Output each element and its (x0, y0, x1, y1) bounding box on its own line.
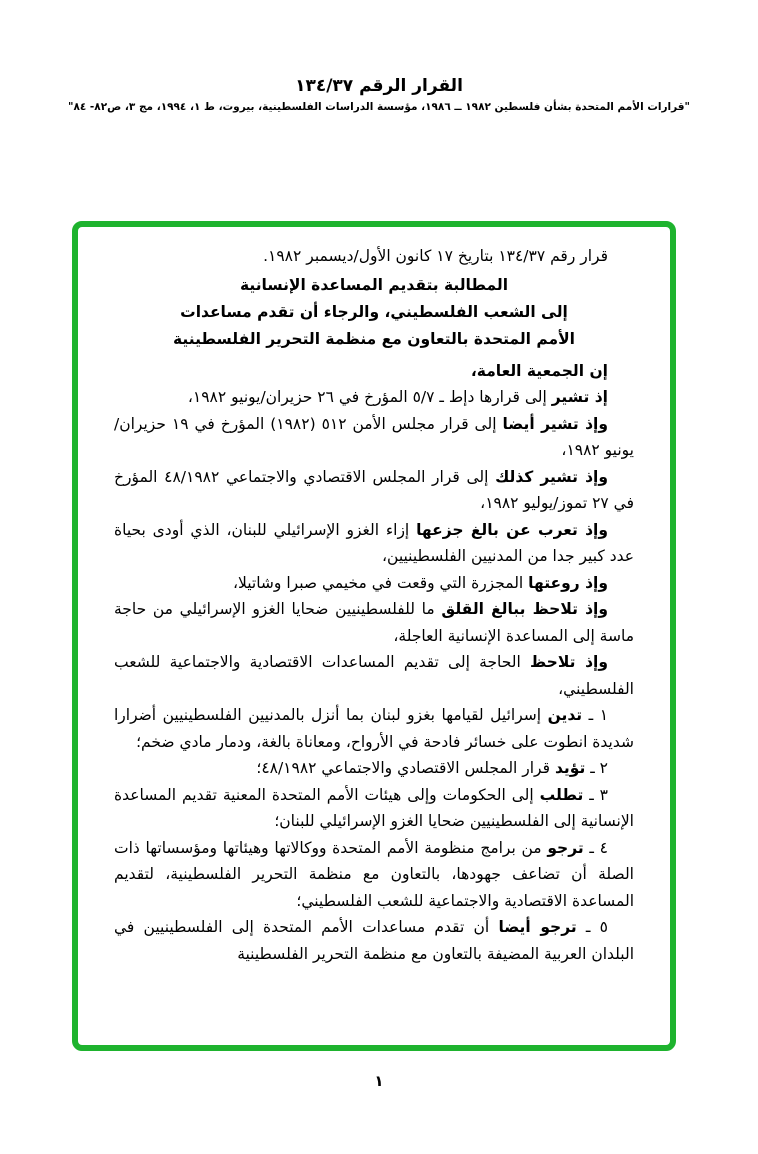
page-number: ١ (374, 1072, 384, 1090)
resolution-body (114, 358, 634, 968)
paragraph-text: ٥ ـ (576, 918, 608, 936)
paragraph (114, 358, 634, 385)
paragraph-text: ما للفلسطينيين ضحايا الغزو الإسرائيلي من حاجة ماسة إلى المساعدة الإنسانية العاجلة، (114, 600, 634, 645)
document-title: القرار الرقم ١٣٤/٣٧ (295, 76, 463, 96)
paragraph-text: أن تقدم مساعدات الأمم المتحدة إلى الفلسطينيين في البلدان العربية المضيفة بالتعاون مع منظمة التحرير الفلسطينية (114, 918, 634, 963)
paragraph-lead: وإذ تشير كذلك (495, 467, 609, 486)
paragraph (114, 517, 634, 570)
resolution-box (72, 221, 676, 1051)
paragraph (114, 570, 634, 597)
paragraph (114, 596, 634, 649)
paragraph-text: المجزرة التي وقعت في مخيمي صبرا وشاتيلا، (232, 573, 529, 592)
paragraph-lead: وإذ تشير أيضا (502, 414, 608, 433)
paragraph (114, 464, 634, 517)
resolution-title-line: الأمم المتحدة بالتعاون مع منظمة التحرير الفلسطينية (173, 329, 575, 348)
paragraph-text: الحاجة إلى تقديم المساعدات الاقتصادية والاجتماعية للشعب الفلسطيني، (114, 653, 634, 698)
paragraph-text: من برامج منظومة الأمم المتحدة ووكالاتها وهيئاتها ومؤسساتها ذات الصلة أن تضاعف جهودها، بالتعاون مع منظمة التحرير الفلسطينية، لتقديم المساعدة الاقتصادية والاجتماعية للشعب الفلسطيني؛ (114, 838, 634, 910)
paragraph (114, 649, 634, 702)
paragraph-text: إلى قرار المجلس الاقتصادي والاجتماعي ٤٨/١٩٨٢ المؤرخ في ٢٧ تموز/يوليو ١٩٨٢، (114, 467, 634, 512)
resolution-title-line: المطالبة بتقديم المساعدة الإنسانية (239, 275, 509, 294)
document-page (0, 76, 758, 1090)
resolution-date-line: قرار رقم ١٣٤/٣٧ بتاريخ ١٧ كانون الأول/ديسمبر ١٩٨٢. (263, 247, 608, 265)
paragraph-lead: وإذ روعتها (528, 573, 608, 592)
paragraph (114, 914, 634, 967)
paragraph-text: ١ ـ (582, 706, 609, 724)
paragraph (114, 835, 634, 915)
paragraph-lead: ترجو أيضا (498, 918, 577, 936)
resolution-title (114, 272, 634, 353)
paragraph-text: إزاء الغزو الإسرائيلي للبنان، الذي أودى بحياة عدد كبير جدا من المدنيين الفلسطينيين، (114, 520, 634, 565)
paragraph-lead: وإذ تعرب عن بالغ جزعها (416, 520, 609, 539)
paragraph-lead: ترجو (547, 838, 584, 857)
paragraph (114, 702, 634, 755)
paragraph-lead: تؤيد (554, 759, 586, 777)
paragraph (114, 782, 634, 835)
paragraph-text: قرار المجلس الاقتصادي والاجتماعي ٤٨/١٩٨٢؛ (256, 759, 555, 777)
paragraph-text: إلى قرار مجلس الأمن ٥١٢ (١٩٨٢) المؤرخ في ١٩ حزيران/يونيو ١٩٨٢، (114, 414, 634, 459)
paragraph-lead: إذ تشير (551, 388, 608, 406)
paragraph (114, 411, 634, 464)
paragraph-text: ٢ ـ (585, 759, 608, 777)
paragraph-text: إلى الحكومات وإلى هيئات الأمم المتحدة المعنية تقديم المساعدة الإنسانية إلى الفلسطينيين ضحايا الغزو الإسرائيلي للبنان؛ (114, 785, 634, 830)
document-citation: "قرارات الأمم المتحدة بشأن فلسطين ١٩٨٢ ــ ١٩٨٦، مؤسسة الدراسات الفلسطينية، بيروت، ط ١، ١٩٩٤، مج ٣، ص٨٢- ٨٤" (67, 101, 691, 113)
paragraph-text: ٣ ـ (583, 785, 608, 804)
paragraph (114, 384, 634, 411)
paragraph-lead: وإذ تلاحظ ببالغ القلق (441, 600, 608, 618)
paragraph-text: إسرائيل لقيامها بغزو لبنان بما أنزل بالمدنيين الفلسطينيين أضرارا شديدة انطوت على خسائر فادحة في الأرواح، ومعاناة بالغة، ودمار مادي ضخم؛ (114, 706, 634, 751)
paragraph-lead: تدين (547, 706, 583, 724)
resolution-title-line: إلى الشعب الفلسطيني، والرجاء أن تقدم مساعدات (180, 302, 568, 321)
paragraph-lead: تطلب (539, 785, 584, 804)
paragraph-lead: إن الجمعية العامة، (470, 361, 608, 380)
paragraph-text: إلى قرارها دإط ـ ٥/٧ المؤرخ في ٢٦ حزيران/يونيو ١٩٨٢، (187, 388, 552, 406)
paragraph-text: ٤ ـ (583, 838, 608, 857)
paragraph-lead: وإذ تلاحظ (530, 653, 609, 671)
paragraph (114, 755, 634, 782)
